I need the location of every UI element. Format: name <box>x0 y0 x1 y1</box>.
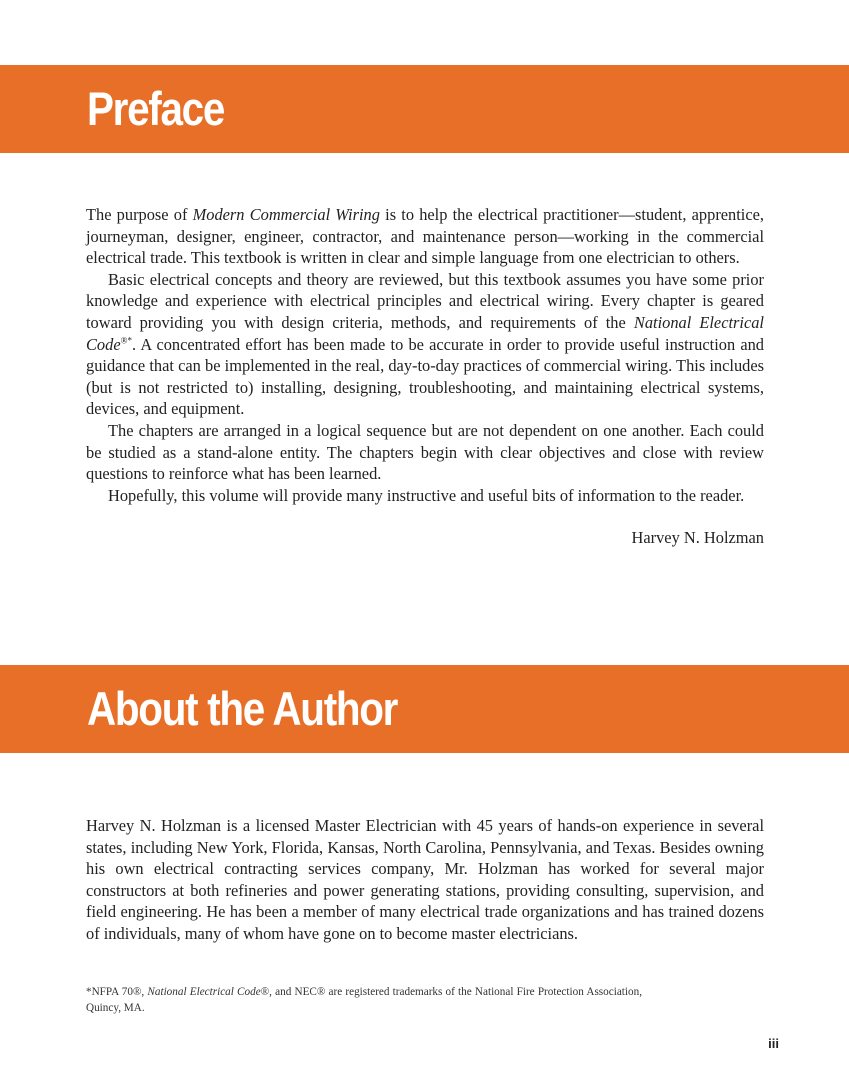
preface-heading: Preface <box>87 82 225 135</box>
preface-paragraph-1 <box>86 204 764 269</box>
about-author-banner <box>0 665 849 753</box>
text-run: is to help the electrical practitioner—student, apprentice, journeyman, designer, engineer, contractor, and maintenance person—working in the commercial electrical trade. This textbook is written in clear and simple language from one electrician to others. <box>86 205 765 268</box>
text-run: Basic electrical concepts and theory are reviewed, but this textbook assumes you have some prior knowledge and experience with electrical principles and electrical wiring. Every chapter is geared toward providing you with design criteria, methods, and requirements of the <box>86 269 764 332</box>
trademark-mark: ®* <box>120 335 132 346</box>
author-signature: Harvey N. Holzman <box>631 528 764 548</box>
book-title: Modern Commercial Wiring <box>192 205 380 224</box>
preface-paragraph-4: Hopefully, this volume will provide many instructive and useful bits of information to the reader. <box>108 485 745 505</box>
code-title: National Electrical Code <box>86 312 764 354</box>
about-author-paragraph: Harvey N. Holzman is a licensed Master Electrician with 45 years of hands-on experience in several states, including New York, Florida, Kansas, North Carolina, Pennsylvania, and Texas. Besides owning his own electrical contracting services company, Mr. Holzman has worked for several major constructors at both refineries and power generating stations, providing consulting, supervision, and field engineering. He has been a member of many electrical trade organizations and has trained dozens of individuals, many of whom have gone on to become master electricians. <box>86 816 764 943</box>
text-run: . A concentrated effort has been made to be accurate in order to provide useful instruction and guidance that can be implemented in the real, day-to-day practices of commercial wiring. This includes (but is not restricted to) installing, designing, troubleshooting, and maintaining electrical systems, devices, and equipment. <box>86 334 764 419</box>
text-run: ®, and NEC® are registered trademarks of the National Fire Protection Association, Quincy, MA. <box>86 986 642 1014</box>
preface-paragraph-3: The chapters are arranged in a logical sequence but are not dependent on one another. Each could be studied as a stand-alone entity. The chapters begin with clear objectives and close with review questions to reinforce what has been learned. <box>86 420 764 484</box>
preface-body <box>86 204 764 549</box>
about-author-heading: About the Author <box>87 682 398 735</box>
preface-paragraph-2 <box>86 269 764 420</box>
page-number: iii <box>768 1036 779 1051</box>
trademark-footnote <box>86 985 642 1016</box>
text-run: The purpose of <box>86 205 193 224</box>
code-title: National Electrical Code <box>147 986 261 998</box>
preface-banner <box>0 65 849 153</box>
text-run: *NFPA 70®, <box>86 986 148 998</box>
about-author-body <box>86 815 764 945</box>
